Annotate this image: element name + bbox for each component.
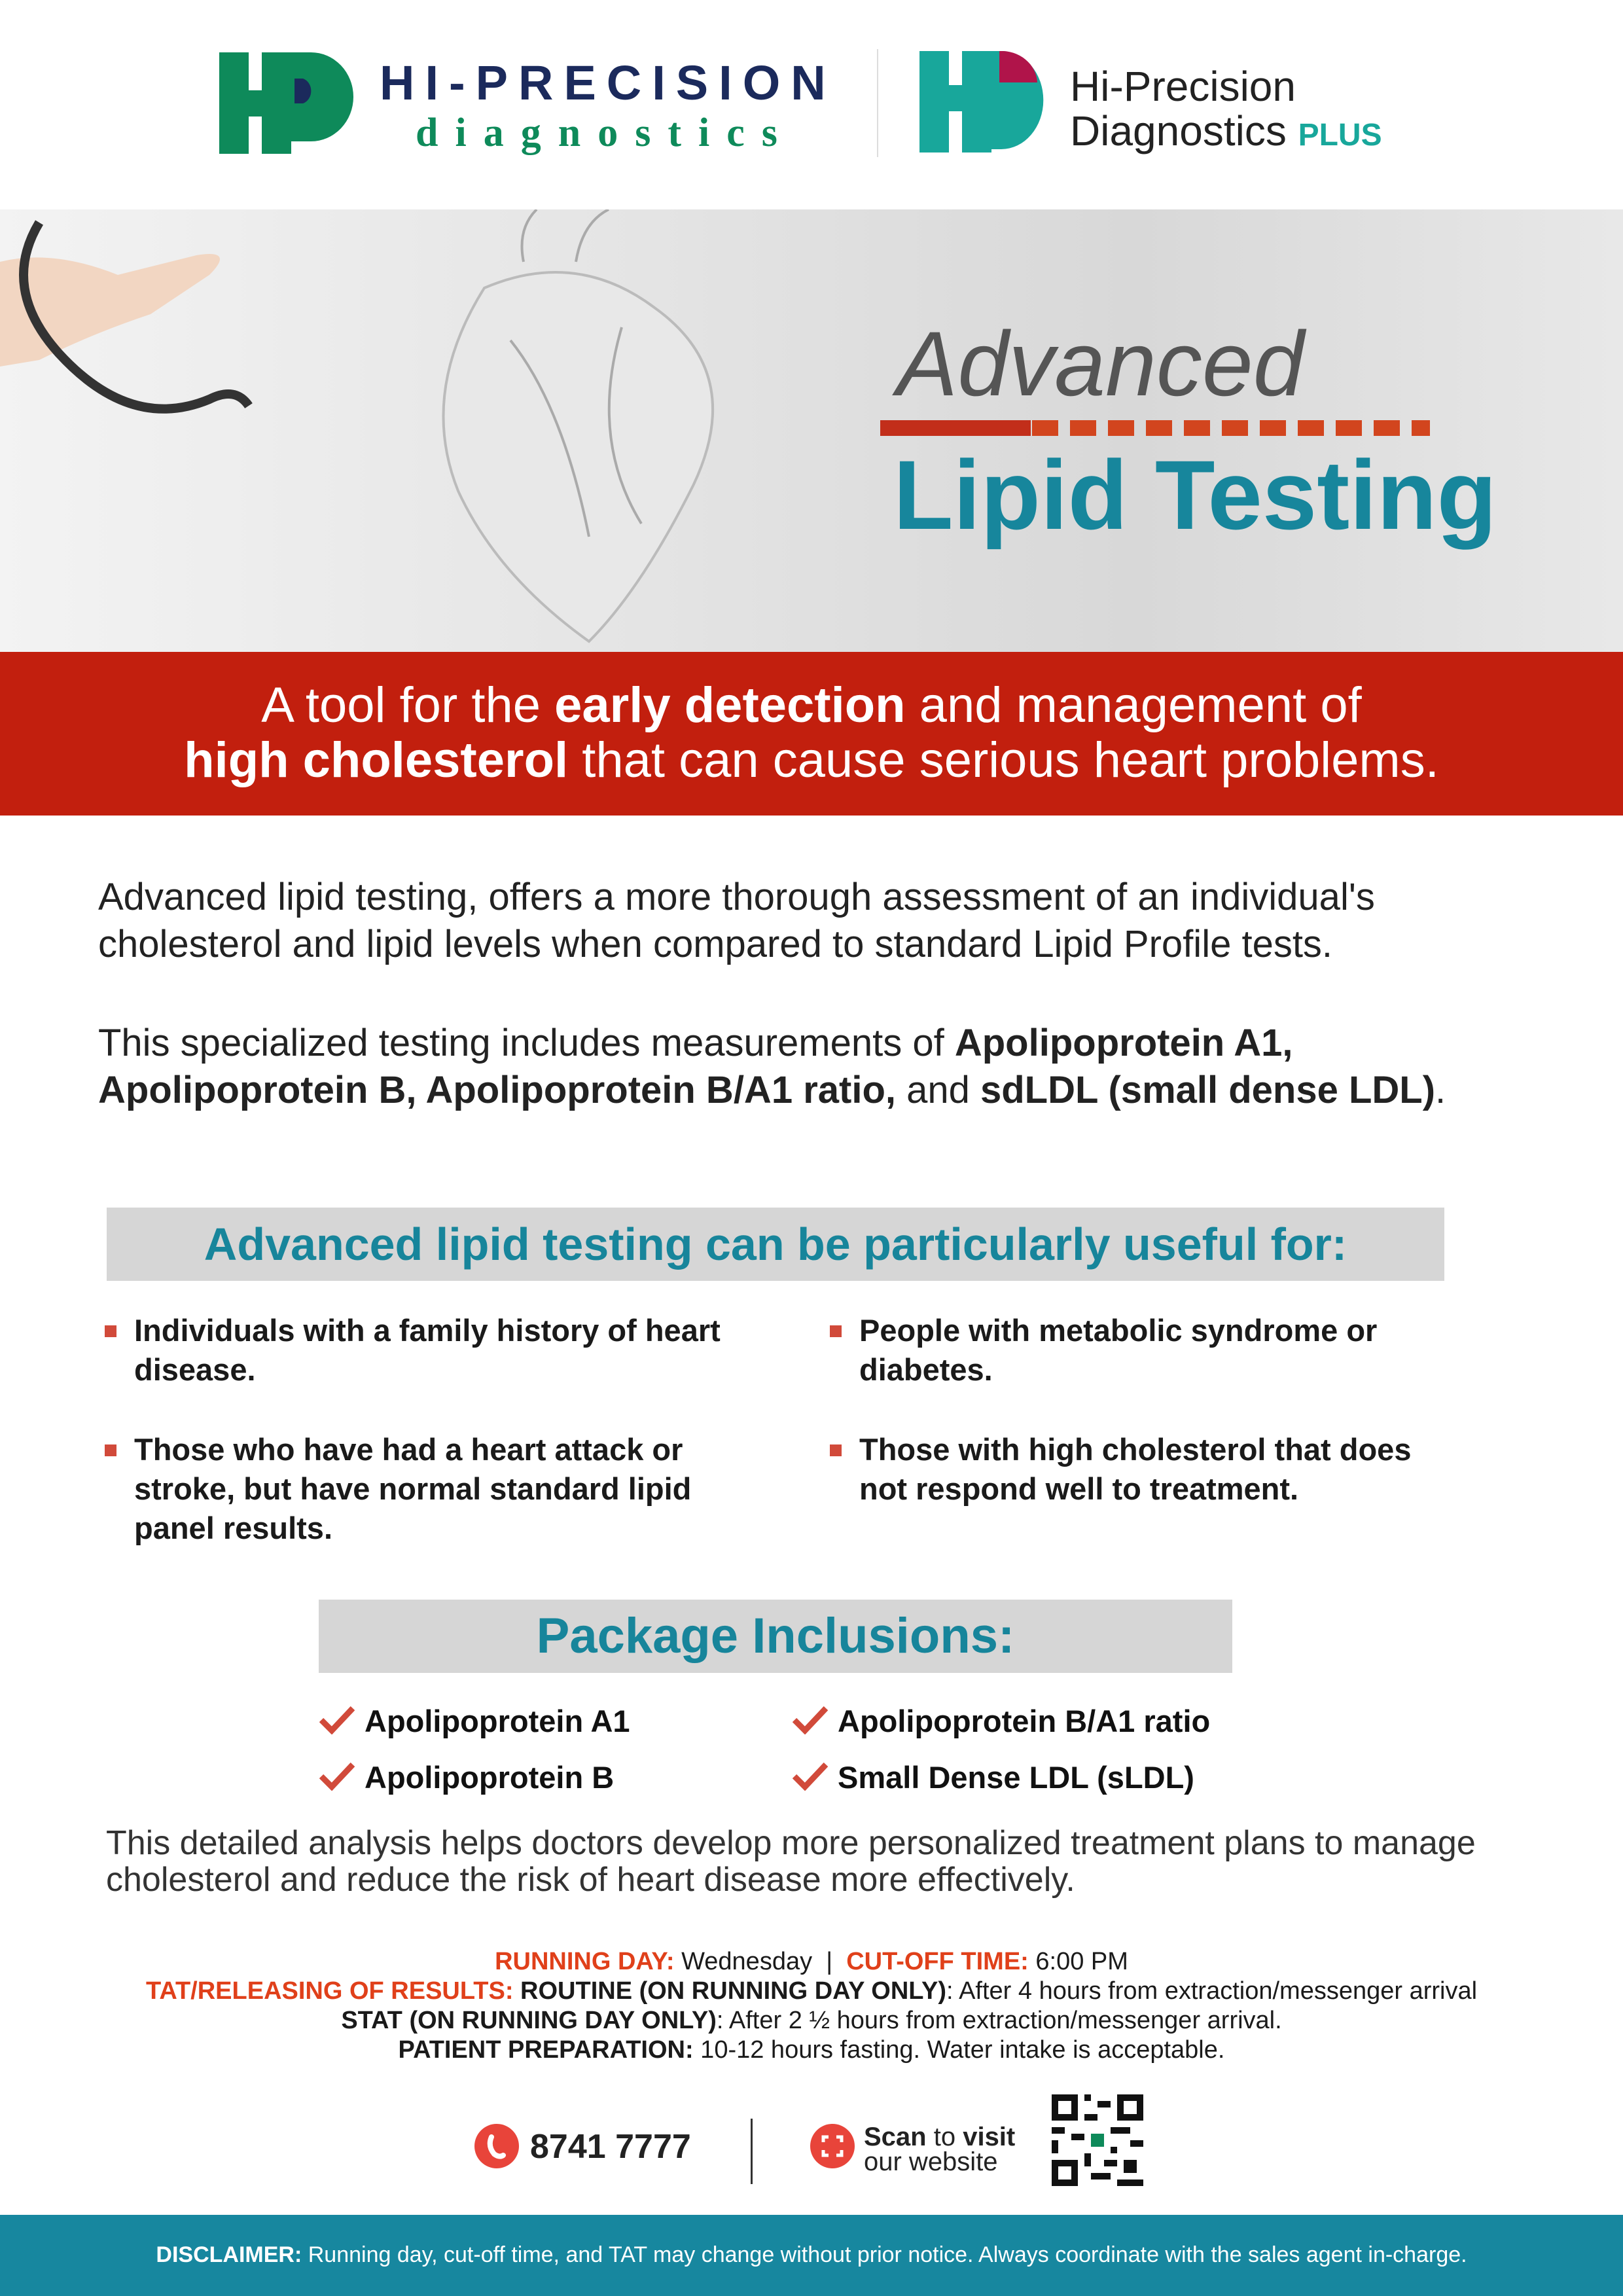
tat-line <box>0 1977 1623 2006</box>
header <box>0 0 1623 208</box>
logo-line1: Hi-Precision <box>1070 63 1296 110</box>
hi-precision-logo <box>219 52 847 157</box>
check-icon <box>319 1706 355 1734</box>
label: CUT-OFF TIME: <box>846 1948 1029 1975</box>
divider <box>751 2119 753 2184</box>
check-icon <box>792 1762 829 1791</box>
package-item-label: Apolipoprotein B <box>365 1760 615 1795</box>
useful-item: People with metabolic syndrome or diabetes. <box>859 1311 1448 1390</box>
value: Wednesday <box>674 1948 813 1975</box>
package-item <box>838 1759 1194 1795</box>
tagline-text: A tool for the <box>261 677 555 733</box>
label: PATIENT PREPARATION: <box>398 2036 694 2064</box>
prep-line <box>0 2036 1623 2065</box>
disclaimer-text: Running day, cut-off time, and TAT may change without prior notice. Always coordinate with the sales agent in-charge. <box>302 2242 1467 2267</box>
closing-paragraph: This detailed analysis helps doctors develop more personalized treatment plans to manage cholesterol and reduce the risk of heart disease more effectively. <box>106 1824 1476 1899</box>
tagline-bold: early detection <box>554 677 906 733</box>
useful-item: Individuals with a family history of heart disease. <box>134 1311 723 1390</box>
package-heading: Package Inclusions: <box>319 1600 1232 1673</box>
tagline-text: that can cause serious heart problems. <box>568 732 1439 788</box>
value: : After 2 ½ hours from extraction/messenger arrival. <box>716 2007 1282 2034</box>
text-bold: Scan <box>864 2123 927 2151</box>
text: and <box>896 1069 980 1111</box>
text: This specialized testing includes measurements of <box>98 1022 955 1064</box>
logo-plus: PLUS <box>1298 118 1382 152</box>
package-item-label: Apolipoprotein B/A1 ratio <box>838 1704 1211 1738</box>
label: STAT (ON RUNNING DAY ONLY) <box>341 2007 717 2034</box>
intro-paragraph-2 <box>98 1020 1551 1114</box>
hp-logo-icon <box>219 52 353 154</box>
package-item <box>365 1759 614 1795</box>
text: our website <box>864 2147 998 2176</box>
label: TAT/RELEASING OF RESULTS: <box>145 1977 514 2005</box>
disclaimer-footer <box>0 2215 1623 2296</box>
check-icon <box>319 1762 355 1791</box>
useful-heading: Advanced lipid testing can be particularly useful for: <box>107 1208 1444 1281</box>
text-bold: visit <box>963 2123 1016 2151</box>
package-item-label: Small Dense LDL (sLDL) <box>838 1760 1194 1795</box>
qr-code[interactable] <box>1052 2094 1143 2186</box>
hero-title-advanced: Advanced <box>897 312 1304 415</box>
separator: | <box>812 1948 847 1975</box>
text: . <box>1435 1069 1446 1111</box>
check-icon <box>792 1706 829 1734</box>
tagline-band <box>0 652 1623 816</box>
divider <box>877 49 878 157</box>
text: to <box>926 2123 963 2151</box>
phone-icon <box>474 2124 519 2168</box>
label: RUNNING DAY: <box>495 1948 675 1975</box>
value: 6:00 PM <box>1028 1948 1128 1975</box>
package-item <box>838 1703 1210 1739</box>
hero-title-lipid: Lipid Testing <box>893 440 1497 550</box>
text-bold: sdLDL (small dense LDL) <box>980 1069 1436 1111</box>
value: : After 4 hours from extraction/messenger arrival <box>946 1977 1478 2005</box>
intro-paragraph: Advanced lipid testing, offers a more thorough assessment of an individual's cholesterol and lipid levels when compared to standard Lipid Profile tests. <box>98 876 1375 965</box>
logo-line2: Diagnostics <box>1070 107 1287 154</box>
label: ROUTINE (ON RUNNING DAY ONLY) <box>513 1977 947 2005</box>
scan-icon <box>810 2124 855 2168</box>
useful-item: Those with high cholesterol that does not respond well to treatment. <box>859 1430 1448 1509</box>
scan-text <box>864 2125 1015 2174</box>
logo-plus-name <box>1070 64 1382 158</box>
useful-item: Those who have had a heart attack or stroke, but have normal standard lipid panel results. <box>134 1430 723 1548</box>
logo-name: HI-PRECISION <box>380 56 836 110</box>
logo-subtitle: diagnostics <box>416 111 794 155</box>
disclaimer-label: DISCLAIMER: <box>156 2242 302 2267</box>
package-item <box>365 1703 630 1739</box>
hp-plus-logo-icon <box>919 51 1050 154</box>
doctor-heart-image <box>0 209 851 652</box>
package-item-label: Apolipoprotein A1 <box>365 1704 630 1738</box>
text-bold: Apolipoprotein A1, Apolipoprotein B, Apolipoprotein B/A1 ratio, <box>98 1022 1293 1111</box>
phone-number[interactable]: 8741 7777 <box>530 2128 691 2166</box>
value: 10-12 hours fasting. Water intake is acceptable. <box>693 2036 1225 2064</box>
hero-banner <box>0 209 1623 652</box>
running-day-line <box>0 1947 1623 1977</box>
decorative-stripe-solid <box>880 420 1031 436</box>
hi-precision-plus-logo <box>919 51 1443 156</box>
tagline-text: and management of <box>905 677 1362 733</box>
stat-line <box>0 2006 1623 2036</box>
tagline-bold: high cholesterol <box>184 732 569 788</box>
